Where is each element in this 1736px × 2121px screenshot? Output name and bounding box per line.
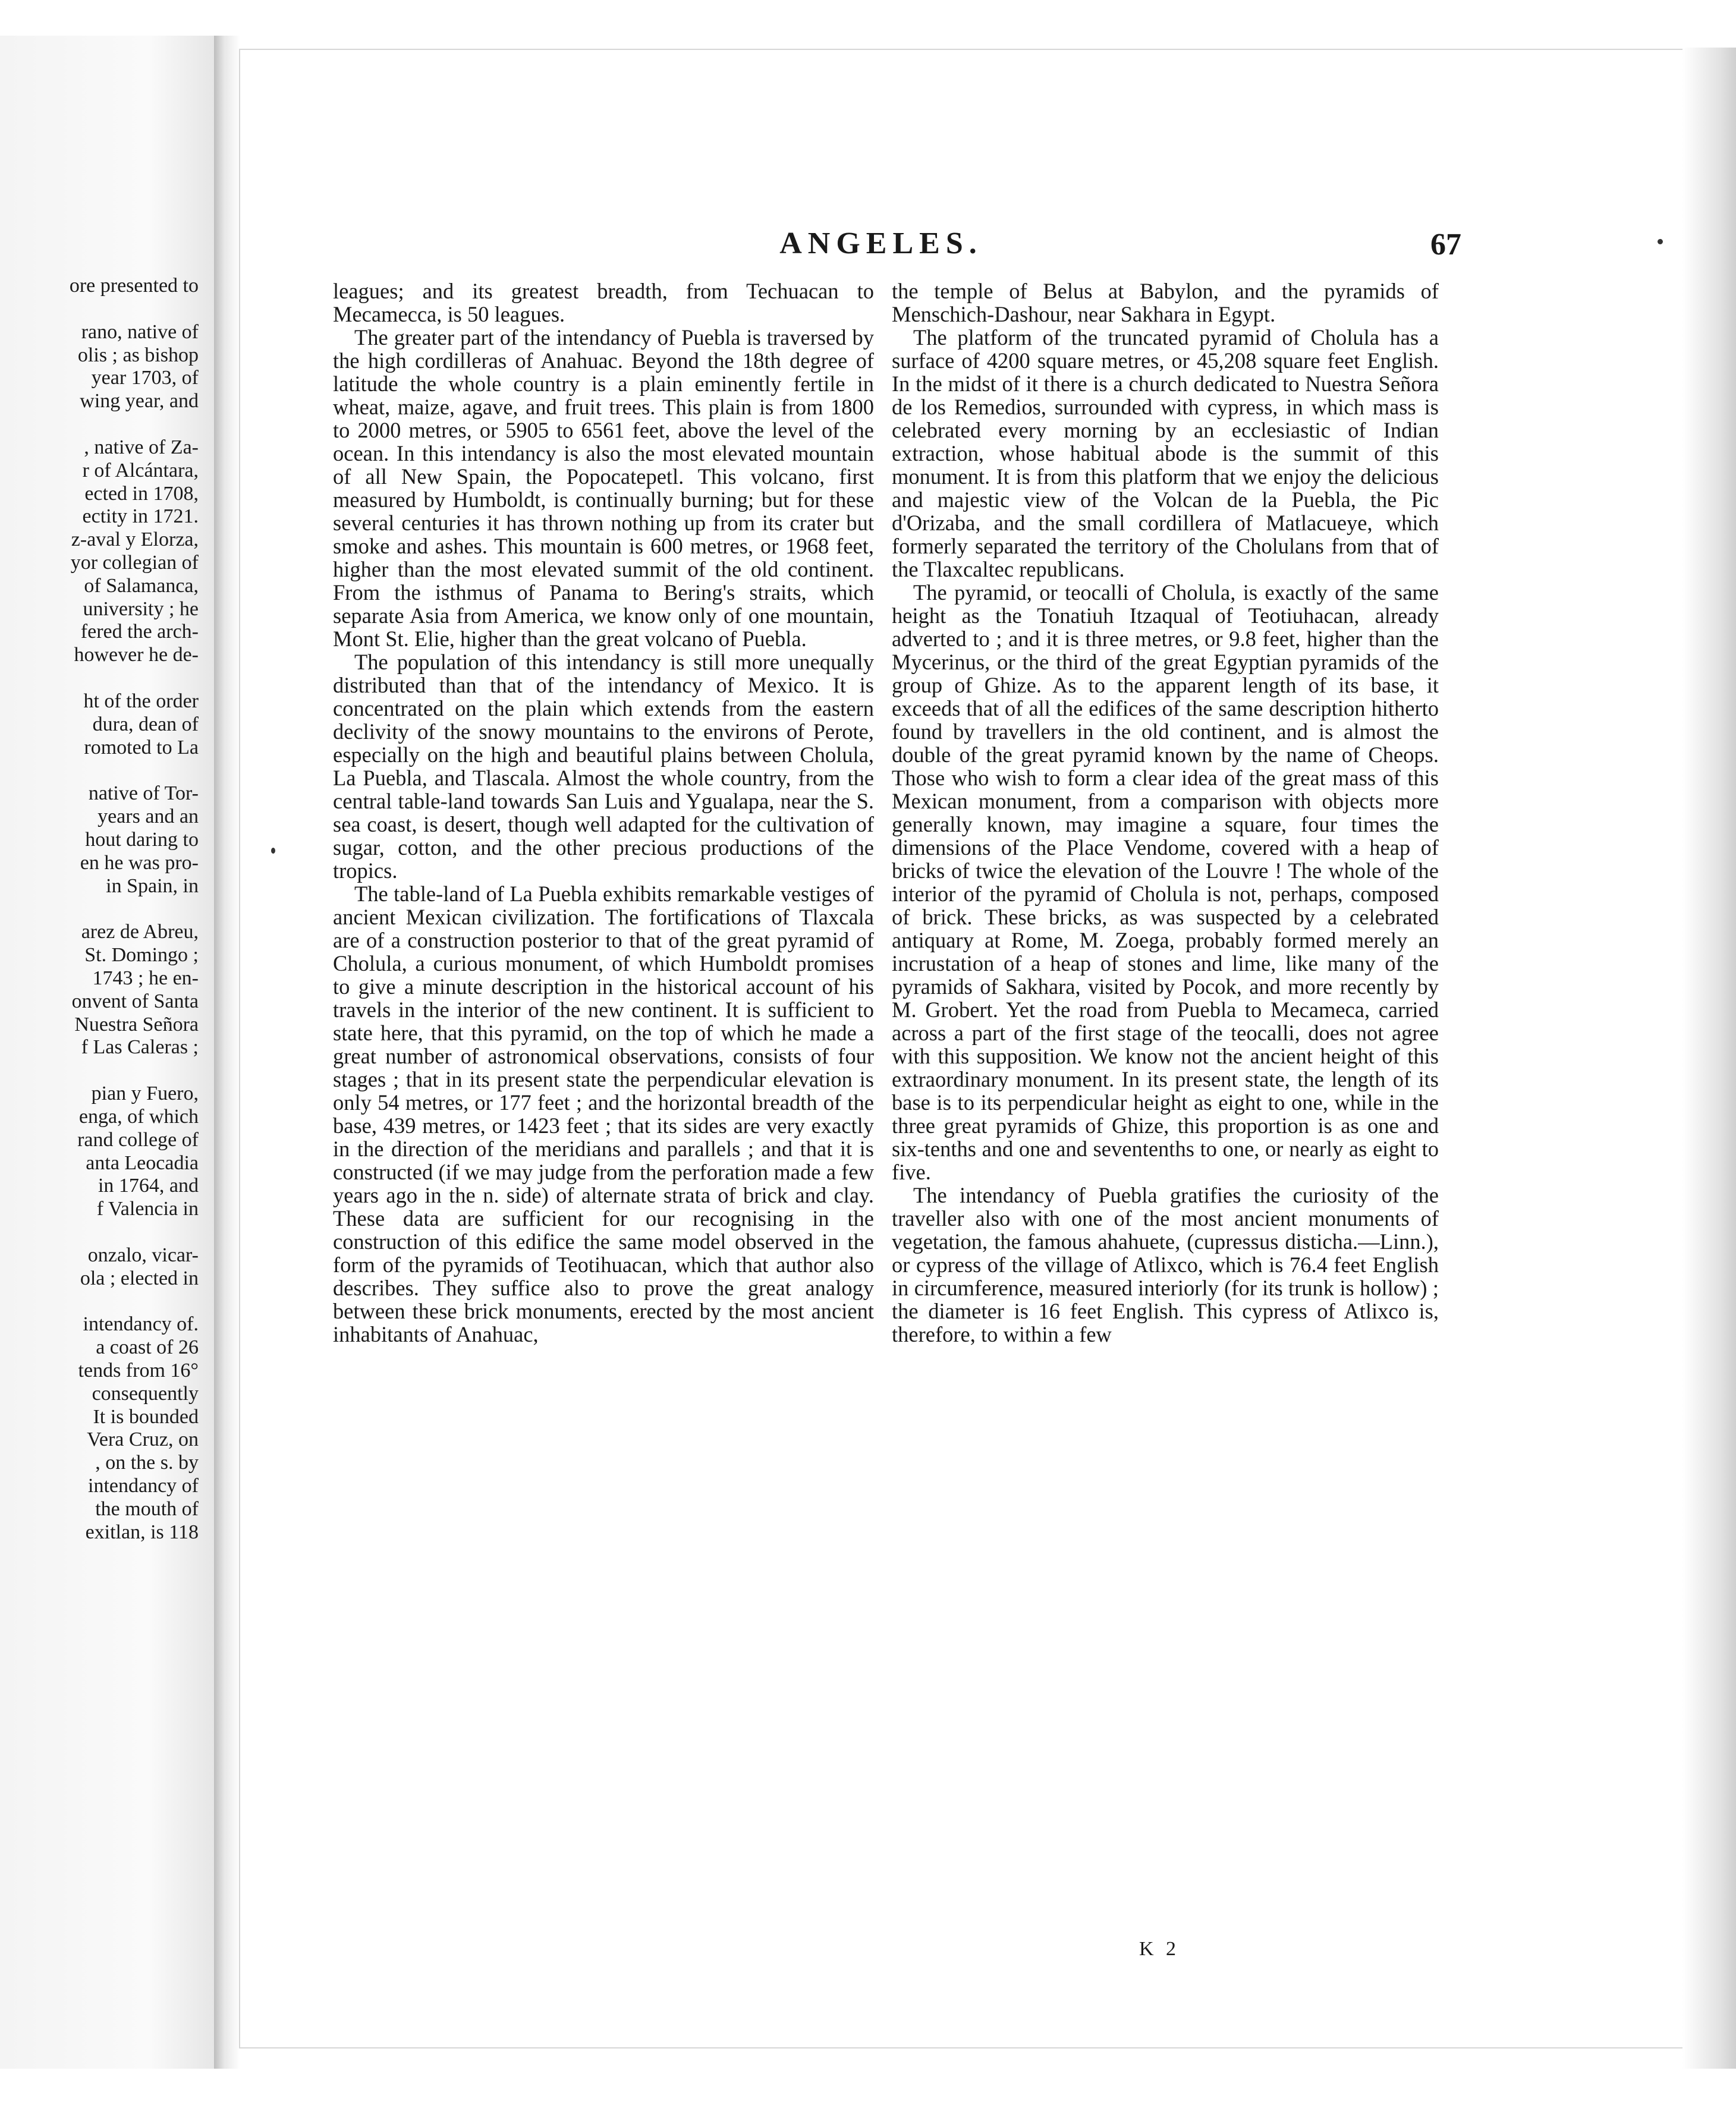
previous-page-line: a coast of 26 xyxy=(96,1336,199,1359)
previous-page-line: Vera Cruz, on xyxy=(87,1428,199,1451)
previous-page-line: year 1703, of xyxy=(91,367,199,389)
previous-page-line: onzalo, vicar- xyxy=(87,1244,199,1266)
previous-page-line: St. Domingo ; xyxy=(84,944,199,967)
line-gap xyxy=(2,898,199,921)
previous-page-line: tends from 16° xyxy=(78,1360,199,1382)
previous-page-line: ectity in 1721. xyxy=(82,505,199,528)
paragraph: The table-land of La Puebla exhibits remarkable vestiges of ancient Mexican civilization. The fortifications of Tlaxcala are of a construction posterior to that of the great pyramid of Cholula, a curious monument, of which Humboldt promises to give a minute description in the historical account of his travels in the interior of the new continent. It is sufficient to state here, that this pyramid, on the top of which he made a great number of astronomical observations, consists of four stages ; that in its present state the perpendicular elevation is only 54 metres, or 177 feet ; and the horizontal breadth of the base, 439 metres, or 1423 feet ; that its sides are very exactly in the direction of the meridians and parallels ; and that it is constructed (if we may judge from the perforation made a few years ago in the n. side) of alternate strata of brick and clay. These data are sufficient for our recognising in the construction of this edifice the same model observed in the form of the pyramids of Teotihuacan, which that author also describes. They suffice also to prove the great analogy between these brick monuments, erected by the most ancient inhabitants of Anahuac, xyxy=(333,882,874,1346)
previous-page-line: pian y Fuero, xyxy=(91,1082,199,1105)
previous-page-line: university ; he xyxy=(83,597,199,620)
previous-page-line: fered the arch- xyxy=(80,621,199,643)
line-gap xyxy=(2,759,199,782)
previous-page-line: It is bounded xyxy=(93,1405,199,1428)
previous-page-line: in 1764, and xyxy=(98,1175,199,1197)
previous-page-line: , on the s. by xyxy=(95,1452,199,1474)
previous-page-line: , native of Za- xyxy=(84,436,199,458)
page-number: 67 xyxy=(1430,228,1461,262)
previous-page-line: hout daring to xyxy=(85,828,199,851)
line-gap xyxy=(2,667,199,690)
previous-page-line: ola ; elected in xyxy=(80,1267,199,1289)
previous-page-line: 1743 ; he en- xyxy=(92,967,199,989)
previous-page-line: onvent of Santa xyxy=(71,990,199,1012)
previous-page-line: exitlan, is 118 xyxy=(85,1521,199,1543)
previous-page-line: enga, of which xyxy=(78,1105,199,1128)
previous-page-line: r of Alcántara, xyxy=(82,459,199,482)
ink-speck xyxy=(271,848,275,854)
text-column-left xyxy=(333,279,874,1346)
previous-page-line: of Salamanca, xyxy=(84,574,199,597)
previous-page-line: Nuestra Señora xyxy=(74,1013,199,1036)
signature-mark: K 2 xyxy=(1139,1938,1180,1960)
previous-page-line: wing year, and xyxy=(80,390,199,413)
previous-page-line: ected in 1708, xyxy=(84,482,199,505)
paragraph: The greater part of the intendancy of Puebla is traversed by the high cordilleras of Anahuac. Beyond the 18th degree of latitude the whole country is a plain eminently fertile in wheat, maize, agave, and fruit trees. This plain is from 1800 to 2000 metres, or 5905 to 6561 feet, above the level of the ocean. In this intendancy is also the most elevated mountain of all New Spain, the Popocatepetl. This volcano, first measured by Humboldt, is continually burning; but for these several centuries it has thrown nothing up from its crater but smoke and ashes. This mountain is 600 metres, or 1968 feet, higher than the most elevated summit of the old continent. From the isthmus of Panama to Bering's straits, which separate Asia from America, we know only of one mountain, Mont St. Elie, higher than the great volcano of Puebla. xyxy=(333,325,874,651)
previous-page-line: in Spain, in xyxy=(106,874,199,897)
book-gutter xyxy=(214,36,240,2069)
previous-page-line: the mouth of xyxy=(95,1497,199,1520)
line-gap xyxy=(2,1290,199,1313)
previous-page-line: intendancy of xyxy=(88,1475,199,1497)
previous-page-line: intendancy of. xyxy=(83,1313,199,1336)
previous-page-line: z-aval y Elorza, xyxy=(71,528,199,551)
line-gap xyxy=(2,298,199,321)
ink-speck xyxy=(1658,239,1663,244)
previous-page-line: however he de- xyxy=(74,644,199,666)
previous-page-line: dura, dean of xyxy=(92,713,199,735)
paragraph: The intendancy of Puebla gratifies the curiosity of the traveller also with one of the most ancient monuments of vegetation, the famous ahahuete, (cupressus disticha.—Linn.), or cypress of the village of Atlixco, which is 76.4 feet English in circumference, measured interiorly (for its trunk is hollow) ; the diameter is 16 feet English. This cypress of Atlixco is, therefore, to within a few xyxy=(892,1183,1439,1346)
previous-page-line: yor collegian of xyxy=(70,551,199,574)
previous-page-line: f Valencia in xyxy=(96,1198,199,1220)
previous-page-line: arez de Abreu, xyxy=(81,921,199,943)
paragraph: leagues; and its greatest breadth, from Techuacan to Mecamecca, is 50 leagues. xyxy=(333,279,874,326)
previous-page-line: ht of the order xyxy=(83,690,199,712)
previous-page-text xyxy=(2,275,199,1544)
previous-page-line: rand college of xyxy=(77,1128,199,1151)
previous-page-line: f Las Caleras ; xyxy=(81,1036,199,1059)
line-gap xyxy=(2,413,199,436)
previous-page-line: native of Tor- xyxy=(88,782,199,805)
running-head: ANGELES. xyxy=(779,226,983,260)
previous-page-line: anta Leocadia xyxy=(86,1151,199,1174)
previous-page-line: olis ; as bishop xyxy=(77,344,199,366)
previous-page-line: years and an xyxy=(98,805,199,828)
paragraph: The pyramid, or teocalli of Cholula, is exactly of the same height as the Tonatiuh Itzaqual of Teotiuhacan, already adverted to ; and it is three metres, or 9.8 feet, higher than the Mycerinus, or the third of the great Egyptian pyramids of the group of Ghize. As to the apparent length of its base, it exceeds that of all the edifices of the same description hitherto found by travellers in the old continent, and is almost the double of the great pyramid known by the name of Cheops. Those who wish to form a clear idea of the great mass of this Mexican monument, from a comparison with objects more generally known, may imagine a square, four times the dimensions of the Place Vendome, covered with a heap of bricks of twice the elevation of the Louvre ! The whole of the interior of the pyramid of Cholula is not, perhaps, composed of brick. These bricks, as was suspected by a celebrated antiquary at Rome, M. Zoega, probably formed merely an incrustation of a heap of stones and lime, like many of the pyramids of Sakhara, visited by Pocok, and more recently by M. Grobert. Yet the road from Puebla to Mecameca, carried across a part of the first stage of the teocalli, does not agree with this supposition. We know not the ancient height of this extraordinary monument. In its present state, the length of its base is to its perpendicular height as eight to one, while in the three great pyramids of Ghize, this proportion is as one and six-tenths and one and seventenths to one, or nearly as eight to five. xyxy=(892,580,1439,1184)
paragraph: The platform of the truncated pyramid of Cholula has a surface of 4200 square metres, or 45,208 square feet English. In the midst of it there is a church dedicated to Nuestra Señora de los Remedios, surrounded with cypress, in which mass is celebrated every morning by an ecclesiastic of Indian extraction, whose habitual abode is the summit of this monument. It is from this platform that we enjoy the delicious and majestic view of the Volcan de la Puebla, the Pic d'Orizaba, and the small cordillera of Matlacueye, which formerly separated the territory of the Cholulans from that of the Tlaxcaltec republicans. xyxy=(892,325,1439,581)
paragraph: The population of this intendancy is still more unequally distributed than that of the intendancy of Mexico. It is concentrated on the plain which extends from the eastern declivity of the snowy mountains to the environs of Perote, especially on the high and beautiful plains between Cholula, La Puebla, and Tlascala. Almost the whole country, from the central table-land towards San Luis and Ygualapa, near the S. sea coast, is desert, though well adapted for the cultivation of sugar, cotton, and the other precious productions of the tropics. xyxy=(333,650,874,883)
previous-page-line: consequently xyxy=(92,1382,199,1405)
line-gap xyxy=(2,1221,199,1244)
previous-page-line: rano, native of xyxy=(81,320,199,343)
line-gap xyxy=(2,1059,199,1082)
previous-page-line: ore presented to xyxy=(69,275,199,297)
previous-page-fragment xyxy=(0,36,214,2069)
text-column-right xyxy=(892,279,1439,1346)
paragraph: the temple of Belus at Babylon, and the pyramids of Menschich-Dashour, near Sakhara in Egypt. xyxy=(892,279,1439,326)
previous-page-line: romoted to La xyxy=(84,736,199,759)
page-edge-shadow xyxy=(1682,48,1736,2069)
previous-page-line: en he was pro- xyxy=(80,851,199,874)
